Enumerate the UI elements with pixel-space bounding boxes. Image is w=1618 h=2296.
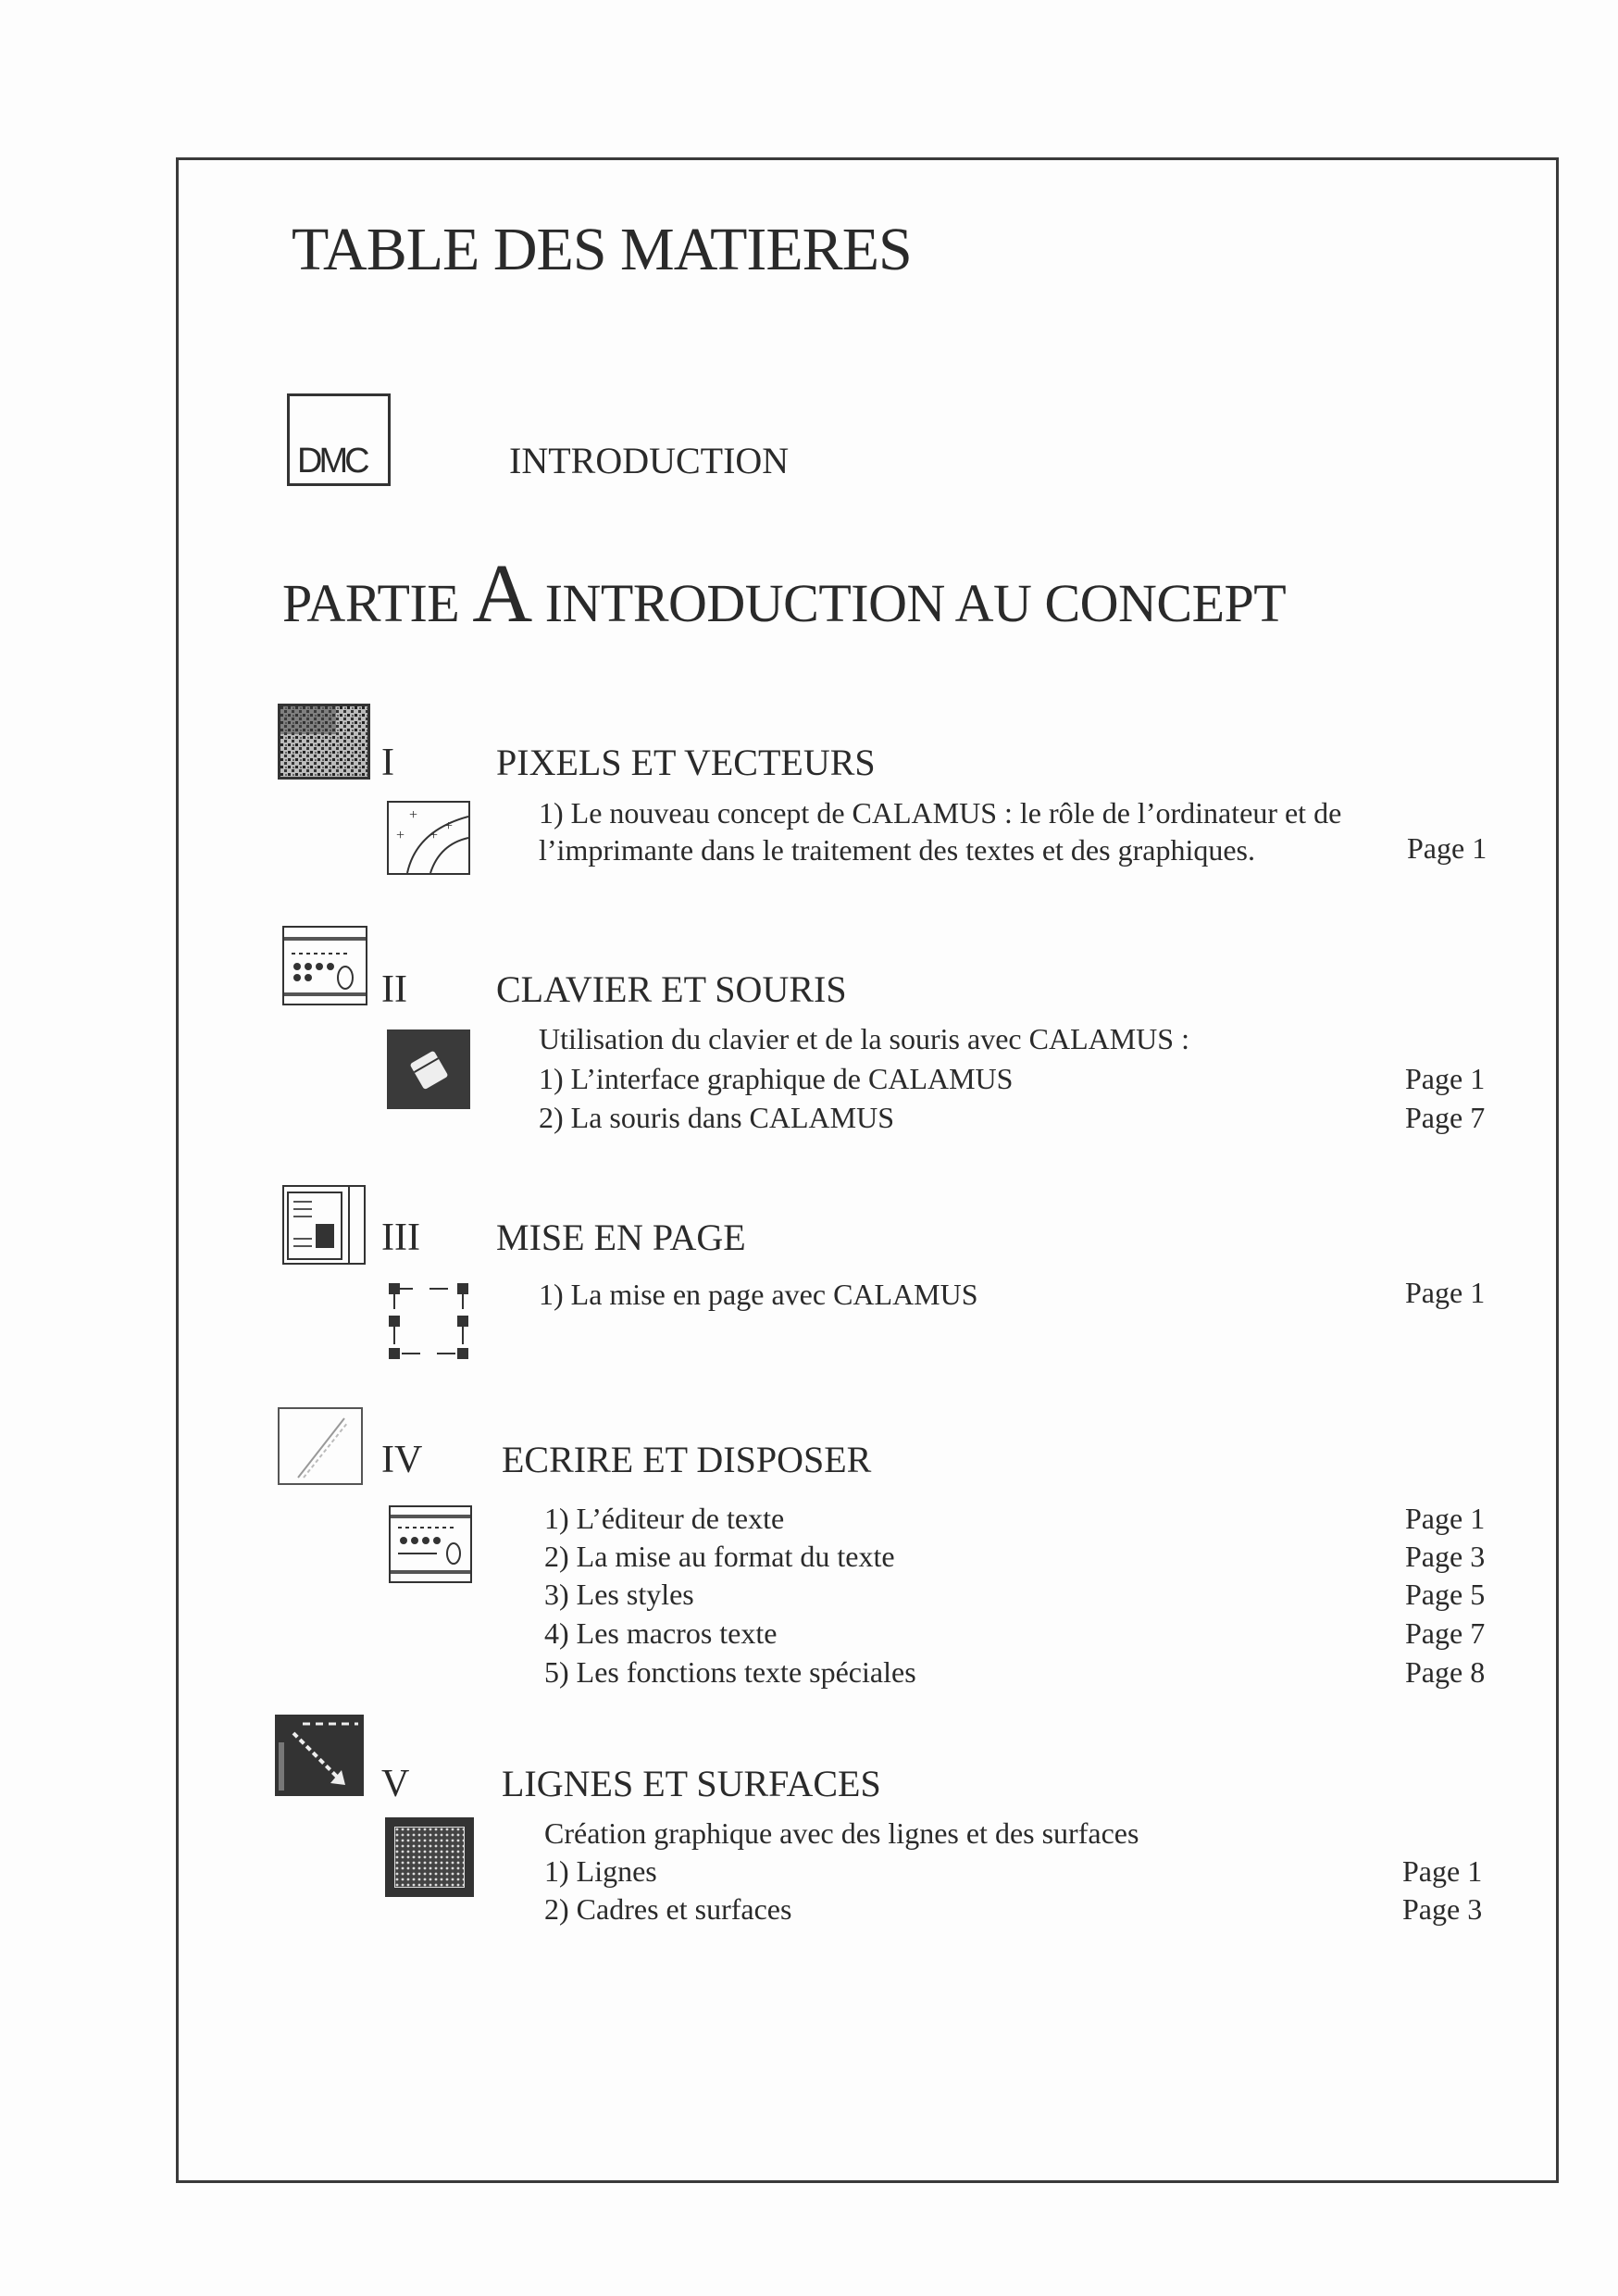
page-ref: Page 7: [1405, 1101, 1486, 1134]
svg-text:+: +: [429, 828, 439, 843]
toc-line: Création graphique avec des lignes et des surfaces: [544, 1816, 1139, 1850]
section-numeral: IV: [381, 1439, 423, 1481]
frame-handles-icon: [389, 1283, 468, 1359]
section-title: LIGNES ET SURFACES: [502, 1763, 881, 1804]
toc-line: 1) La mise en page avec CALAMUS: [539, 1278, 978, 1311]
page-ref: Page 1: [1405, 1062, 1486, 1095]
page-ref: Page 7: [1405, 1616, 1486, 1650]
page-ref: Page 1: [1405, 1502, 1486, 1535]
pen-stroke-icon: [278, 1407, 363, 1485]
section-title: MISE EN PAGE: [496, 1217, 746, 1258]
page-layout-icon: [282, 1185, 366, 1265]
page-ref: Page 1: [1402, 1854, 1483, 1888]
page-title: TABLE DES MATIERES: [292, 216, 912, 283]
dmc-logo-icon: [287, 393, 391, 486]
toc-line: 1) L’interface graphique de CALAMUS: [539, 1062, 1014, 1095]
part-letter: A: [472, 548, 532, 640]
section-numeral: III: [381, 1217, 420, 1259]
vector-curve-icon: [387, 801, 470, 875]
toc-line: 1) Lignes: [544, 1854, 657, 1888]
svg-text:+: +: [444, 818, 454, 834]
dmc-logo-text: DMC: [297, 442, 367, 480]
toc-line: l’imprimante dans le traitement des textes et des graphiques.: [539, 833, 1255, 867]
svg-text:+: +: [396, 828, 405, 843]
keyboard-mouse-icon: [282, 926, 367, 1005]
pixel-noise-icon: [278, 704, 370, 780]
page-ref: Page 8: [1405, 1655, 1486, 1689]
toc-line: 5) Les fonctions texte spéciales: [544, 1655, 916, 1689]
page-ref: Page 5: [1405, 1578, 1486, 1611]
toc-line: Utilisation du clavier et de la souris avec CALAMUS :: [539, 1022, 1189, 1055]
section-numeral: II: [381, 968, 407, 1011]
page-ref: Page 1: [1407, 831, 1487, 865]
page-ref: Page 1: [1405, 1276, 1486, 1309]
toc-line: 2) Cadres et surfaces: [544, 1892, 792, 1926]
toc-line: 1) L’éditeur de texte: [544, 1502, 785, 1535]
dotted-fill-icon: [385, 1817, 474, 1897]
text-editor-icon: [389, 1505, 472, 1583]
toc-line: 1) Le nouveau concept de CALAMUS : le rôle de l’ordinateur et de: [539, 796, 1342, 830]
toc-line: 3) Les styles: [544, 1578, 694, 1611]
introduction-label: INTRODUCTION: [509, 440, 790, 481]
section-title: ECRIRE ET DISPOSER: [502, 1439, 872, 1480]
line-tool-icon: [275, 1715, 364, 1796]
toc-line: 4) Les macros texte: [544, 1616, 778, 1650]
toc-line: 2) La souris dans CALAMUS: [539, 1101, 894, 1134]
section-title: PIXELS ET VECTEURS: [496, 742, 876, 783]
section-numeral: I: [381, 742, 394, 784]
page-ref: Page 3: [1405, 1540, 1486, 1573]
part-word: PARTIE: [282, 573, 460, 633]
part-title: INTRODUCTION AU CONCEPT: [544, 573, 1287, 633]
section-title: CLAVIER ET SOURIS: [496, 968, 847, 1010]
page-ref: Page 3: [1402, 1892, 1483, 1926]
svg-text:+: +: [409, 807, 418, 823]
section-numeral: V: [381, 1763, 410, 1805]
mouse-dark-icon: [387, 1029, 470, 1109]
part-heading: [282, 546, 1286, 642]
toc-line: 2) La mise au format du texte: [544, 1540, 895, 1573]
